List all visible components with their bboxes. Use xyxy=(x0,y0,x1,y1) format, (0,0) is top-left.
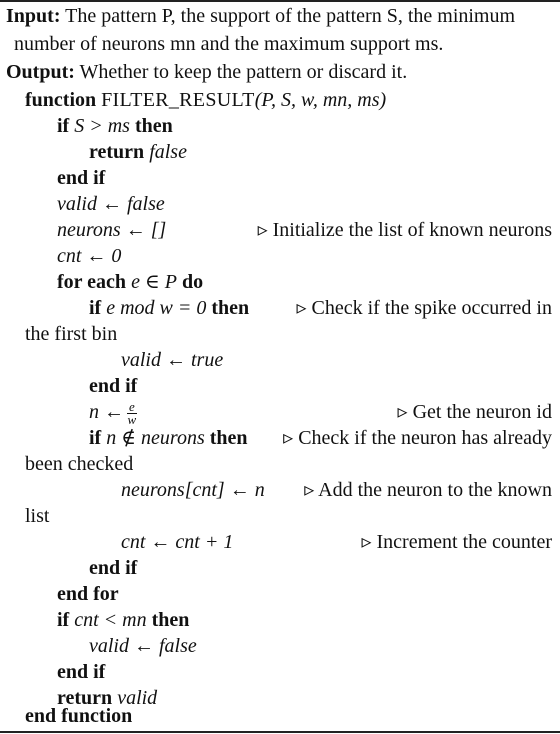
valid-init-line xyxy=(57,191,560,217)
end-if-line xyxy=(57,659,560,685)
neuron-id-line xyxy=(89,399,556,425)
then-keyword: then xyxy=(211,297,250,319)
neuron-id-comment: ▹ Get the neuron id xyxy=(397,401,552,423)
then-keyword: then xyxy=(151,609,190,631)
for-line xyxy=(57,269,560,295)
cnt-increment-line xyxy=(121,529,556,555)
function-name: FILTER_RESULT xyxy=(101,89,255,111)
input-text-1: The pattern P, the support of the pattern S, the minimum xyxy=(65,5,516,27)
first-bin-comment: ▹ Check if the spike occurred in xyxy=(296,297,552,319)
end-for-keyword: end for xyxy=(57,583,119,605)
n-assign: n ← xyxy=(89,401,124,423)
end-if-keyword: end if xyxy=(89,375,138,397)
valid-assign: valid ← false xyxy=(57,193,165,215)
cnt-increment: cnt ← cnt + 1 xyxy=(121,531,234,553)
checked-comment: ▹ Check if the neuron has already xyxy=(283,427,552,449)
bottom-rule xyxy=(0,731,560,733)
checked-comment-cont: been checked xyxy=(25,453,134,475)
for-condition: e ∈ P xyxy=(131,271,177,293)
if-condition: e mod w = 0 xyxy=(106,297,207,319)
end-if-line xyxy=(57,165,560,191)
output-text: Whether to keep the pattern or discard it. xyxy=(79,61,408,83)
if-keyword: if xyxy=(89,297,102,319)
if-min-neurons-line xyxy=(57,607,560,633)
return-value: false xyxy=(149,141,187,163)
valid-false-assign: valid ← false xyxy=(89,635,197,657)
end-if-keyword: end if xyxy=(57,661,106,683)
end-function-line xyxy=(25,703,560,729)
input-label: Input: xyxy=(6,5,61,27)
function-params: (P, S, w, mn, ms) xyxy=(254,89,387,111)
input-line-2 xyxy=(14,31,560,57)
function-keyword: function xyxy=(25,89,97,111)
if-condition: n ∉ neurons xyxy=(106,427,205,449)
end-if-keyword: end if xyxy=(89,557,138,579)
do-keyword: do xyxy=(181,271,204,293)
return-value: valid xyxy=(117,687,158,709)
for-keyword: for each xyxy=(57,271,127,293)
input-line-1 xyxy=(6,3,560,29)
then-keyword: then xyxy=(134,115,173,137)
output-line xyxy=(6,59,560,85)
fraction-numerator: e xyxy=(129,398,135,414)
fraction xyxy=(127,398,137,427)
if-condition: cnt < mn xyxy=(74,609,147,631)
valid-false-line xyxy=(89,633,560,659)
neurons-store-line xyxy=(121,477,556,503)
increment-comment: ▹ Increment the counter xyxy=(361,531,552,553)
fraction-denominator: w xyxy=(127,411,137,427)
neurons-comment: ▹ Initialize the list of known neurons xyxy=(257,219,552,241)
store-comment: ▹ Add the neuron to the known xyxy=(304,479,552,501)
output-label: Output: xyxy=(6,61,75,83)
if-first-bin-comment-wrap xyxy=(25,321,560,347)
if-checked-line xyxy=(89,425,556,451)
then-keyword: then xyxy=(209,427,248,449)
if-keyword: if xyxy=(57,115,70,137)
cnt-assign: cnt ← 0 xyxy=(57,245,122,267)
return-keyword: return xyxy=(89,141,145,163)
end-function-keyword: end function xyxy=(25,705,133,727)
input-text-2: number of neurons mn and the maximum support ms. xyxy=(14,33,444,55)
end-if-line xyxy=(89,373,560,399)
cnt-init-line xyxy=(57,243,560,269)
return-keyword: return xyxy=(57,687,113,709)
return-false-line xyxy=(89,139,560,165)
first-bin-comment-cont: the first bin xyxy=(25,323,118,345)
neurons-store-assign: neurons[cnt] ← n xyxy=(121,479,265,501)
if-keyword: if xyxy=(89,427,102,449)
if-checked-comment-wrap xyxy=(25,451,560,477)
neurons-init-line xyxy=(57,217,556,243)
valid-true-assign: valid ← true xyxy=(121,349,224,371)
neurons-assign: neurons ← [] xyxy=(57,219,167,241)
valid-true-line xyxy=(121,347,560,373)
neurons-store-comment-wrap xyxy=(25,503,560,529)
if-condition: S > ms xyxy=(74,115,130,137)
store-comment-cont: list xyxy=(25,505,50,527)
end-for-line xyxy=(57,581,560,607)
end-if-line xyxy=(89,555,560,581)
if-keyword: if xyxy=(57,609,70,631)
if-support-line xyxy=(57,113,560,139)
if-first-bin-line xyxy=(89,295,556,321)
top-rule xyxy=(0,0,560,2)
function-header xyxy=(25,87,560,113)
end-if-keyword: end if xyxy=(57,167,106,189)
